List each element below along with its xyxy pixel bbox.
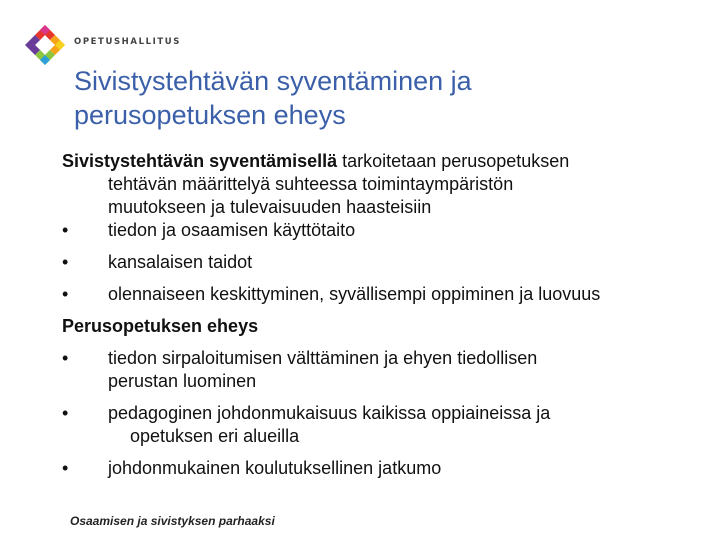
list-item-text: tiedon ja osaamisen käyttötaito <box>108 220 356 240</box>
list-item <box>62 219 717 242</box>
list-item-cont: perustan luominen <box>108 371 257 391</box>
brand-name: OPETUSHALLITUS <box>74 37 181 47</box>
list-item-text: tiedon sirpaloitumisen välttäminen ja ehyen tiedollisen <box>108 348 538 368</box>
title-line-1: Sivistystehtävän syventäminen ja <box>74 66 472 96</box>
list-item-text: kansalaisen taidot <box>108 252 253 272</box>
title-line-2: perusopetuksen eheys <box>74 100 346 130</box>
footer-slogan: Osaamisen ja sivistyksen parhaaksi <box>70 514 275 528</box>
page-title <box>74 64 694 132</box>
opetushallitus-logo <box>24 24 66 66</box>
bullet: • <box>62 284 69 304</box>
list-item <box>62 347 717 370</box>
section1-bold-term: Sivistystehtävän syventämisellä <box>62 151 338 171</box>
list-item <box>62 402 717 425</box>
list-item <box>62 283 717 306</box>
list-item <box>62 251 717 274</box>
section1-intro-rest: tarkoitetaan perusopetuksen <box>337 151 570 171</box>
bullet: • <box>62 348 69 368</box>
section1-intro <box>62 150 717 173</box>
section2-heading: Perusopetuksen eheys <box>62 316 259 336</box>
bullet: • <box>62 220 69 240</box>
list-item <box>62 457 717 480</box>
list-item-text: olennaiseen keskittyminen, syvällisempi oppiminen ja luovuus <box>108 284 601 304</box>
bullet: • <box>62 458 69 478</box>
list-item-text: pedagoginen johdonmukaisuus kaikissa oppiaineissa ja <box>108 403 551 423</box>
slide-body <box>62 150 717 480</box>
list-item-cont: opetuksen eri alueilla <box>130 426 300 446</box>
bullet: • <box>62 252 69 272</box>
list-item-text: johdonmukainen koulutuksellinen jatkumo <box>108 458 442 478</box>
section1-cont-2: muutokseen ja tulevaisuuden haasteisiin <box>108 197 432 217</box>
section1-cont-1: tehtävän määrittelyä suhteessa toimintaympäristön <box>108 174 514 194</box>
bullet: • <box>62 403 69 423</box>
